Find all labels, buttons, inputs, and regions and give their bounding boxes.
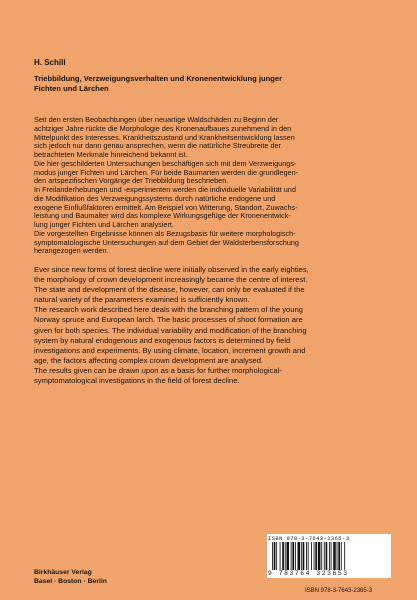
barcode-icon <box>272 542 386 570</box>
abstract-line: In Freilanderhebungen und -experimenten werden die individuelle Variabilität und <box>34 185 296 194</box>
abstract-line: betrachteten Merkmale hinreichend bekannt ist. <box>34 150 188 159</box>
abstract-line: modus junger Fichten und Lärchen. Für beide Baumarten werden die grundlegen- <box>34 167 299 177</box>
abstract-line: symptomatologische Untersuchungen auf dem Gebiet der Waldsterbensforschung <box>34 237 299 247</box>
abstract-line: achtziger Jahre rückte die Morphologie des Kronenaufbaues zunehmend in den <box>34 123 292 133</box>
abstract-line: The research work described here deals with the branching pattern of the young <box>34 305 303 315</box>
abstract-line: investigations and experiments. By using climate, location, increment growth and <box>34 345 306 355</box>
abstract-line: The state and development of the disease, however, can only be evaluated if the <box>34 285 305 295</box>
abstract-line: Die vorgestellten Ergebnisse können als Bezugsbasis für weitere morphologisch- <box>34 228 296 238</box>
publisher-cities: Basel · Boston · Berlin <box>34 578 107 585</box>
abstract-line: leistung und Baumalter wird das komplexe Wirkungsgefüge der Kronenentwick- <box>34 211 291 221</box>
abstract-line: lung junger Fichten und Lärchen analysiert. <box>34 220 174 229</box>
book-title <box>34 74 384 94</box>
abstract-line: Seit den ersten Beobachtungen über neuartige Waldschäden zu Beginn der <box>34 115 279 124</box>
abstract-line: Mittelpunkt des Interesses. Krankheitszustand und Krankheitsentwicklung lassen <box>34 132 295 142</box>
abstract-line: natural variety of the parameters examined is sufficiently known. <box>34 295 250 305</box>
abstract-line: Die hier geschilderten Untersuchungen beschäftigen sich mit dem Verzweigungs- <box>34 158 297 168</box>
abstract-line: die Modifikation des Verzweigungssystems durch natürliche endogene und <box>34 193 276 203</box>
abstract-line: the morphology of crown development increasingly became the centre of interest. <box>34 275 308 285</box>
abstract-line: The results given can be drawn upon as a basis for further morphological- <box>34 365 282 375</box>
abstract-line: given for both species. The individual variability and modification of the branching <box>34 325 307 335</box>
title-line: Triebbildung, Verzweigungsverhalten und Kronenentwicklung junger <box>34 74 283 83</box>
abstract-line: herangezogen werden. <box>34 246 109 256</box>
abstract-line: Norway spruce and European larch. The basic processes of shoot formation are <box>34 315 303 325</box>
isbn-footer: ISBN 978-3-7643-2365-3 <box>305 588 373 594</box>
abstract-line: den artspezifischen Vorgänge der Triebbildung beschrieben. <box>34 176 229 186</box>
abstract-line: exogene Einflußfaktoren ermittelt. Am Beispiel von Witterung, Standort, Zuwachs- <box>34 202 298 212</box>
abstract-line: Ever since new forms of forest decline were initially observed in the early eighties, <box>34 265 309 274</box>
german-abstract <box>34 116 386 256</box>
abstract-line: sich jedoch nur dann genau ansprechen, wenn die natürliche Streubreite der <box>34 141 282 151</box>
publisher <box>34 568 107 586</box>
title-line: Fichten und Lärchen <box>34 84 109 93</box>
abstract-line: symptomatological investigations in the field of forest decline. <box>34 376 240 386</box>
author-name: H. Schill <box>34 58 66 67</box>
abstract-line: system by natural endogenous and exogenous factors is determined by field <box>34 335 291 345</box>
english-abstract <box>34 265 386 386</box>
isbn-barcode-label: ISBN 978-3-7643-2365-3 <box>268 535 350 542</box>
ean-digits: 9 783764 323653 <box>268 570 349 577</box>
abstract-line: age, the factors affecting complex crown development are analysed. <box>34 355 264 365</box>
publisher-name: Birkhäuser Verlag <box>34 569 92 576</box>
